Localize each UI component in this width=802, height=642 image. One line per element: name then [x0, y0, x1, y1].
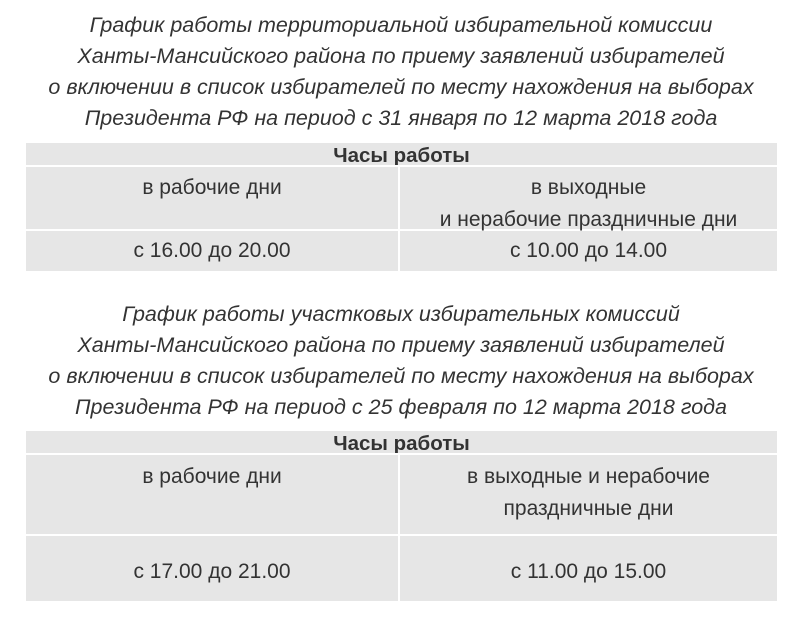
- heading-line: Ханты-Мансийского района по приему заявлений избирателей: [77, 333, 725, 357]
- hours-values-row: [26, 536, 777, 601]
- workdays-label: в рабочие дни: [142, 465, 282, 488]
- weekends-label-line: в выходные: [530, 176, 647, 199]
- workdays-label: в рабочие дни: [142, 176, 282, 199]
- weekends-hours: [400, 536, 777, 601]
- weekends-hours-value: с 10.00 до 14.00: [509, 239, 668, 262]
- heading-line: Ханты-Мансийского района по приему заявлений избирателей: [77, 44, 725, 68]
- weekends-label-line: в выходные и нерабочие: [467, 465, 710, 488]
- heading-line: о включении в список избирателей по месту нахождения на выборах: [48, 75, 754, 99]
- weekends-hours: [400, 231, 777, 271]
- workdays-hours-value: с 17.00 до 21.00: [133, 560, 291, 583]
- hours-header: Часы работы: [26, 143, 777, 167]
- column-headers-row: [26, 167, 777, 231]
- workdays-hours-value: с 16.00 до 20.00: [133, 239, 291, 262]
- weekends-hours-value: с 11.00 до 15.00: [510, 560, 667, 583]
- workdays-column-header: [26, 167, 400, 229]
- heading-line: График работы участковых избирательных комиссий: [122, 302, 680, 326]
- heading-line: о включении в список избирателей по месту нахождения на выборах: [48, 364, 754, 388]
- heading-line: Президента РФ на период с 25 февраля по 12 марта 2018 года: [74, 395, 728, 419]
- heading-line: График работы территориальной избирательной комиссии: [89, 13, 713, 37]
- pec-schedule-heading: [0, 299, 802, 423]
- workdays-column-header: [26, 455, 400, 534]
- hours-header: Часы работы: [26, 431, 777, 455]
- tec-schedule-heading: [0, 10, 802, 134]
- workdays-hours: [26, 231, 400, 271]
- weekends-column-header: [400, 167, 777, 229]
- heading-line: Президента РФ на период с 31 января по 12 марта 2018 года: [84, 106, 718, 130]
- column-headers-row: [26, 455, 777, 536]
- workdays-hours: [26, 536, 400, 601]
- weekends-label-line: и нерабочие праздничные дни: [439, 208, 738, 231]
- pec-hours-table: [26, 431, 777, 601]
- weekends-column-header: [400, 455, 777, 534]
- hours-values-row: [26, 231, 777, 271]
- weekends-label-line: праздничные дни: [503, 497, 674, 520]
- tec-hours-table: [26, 143, 777, 271]
